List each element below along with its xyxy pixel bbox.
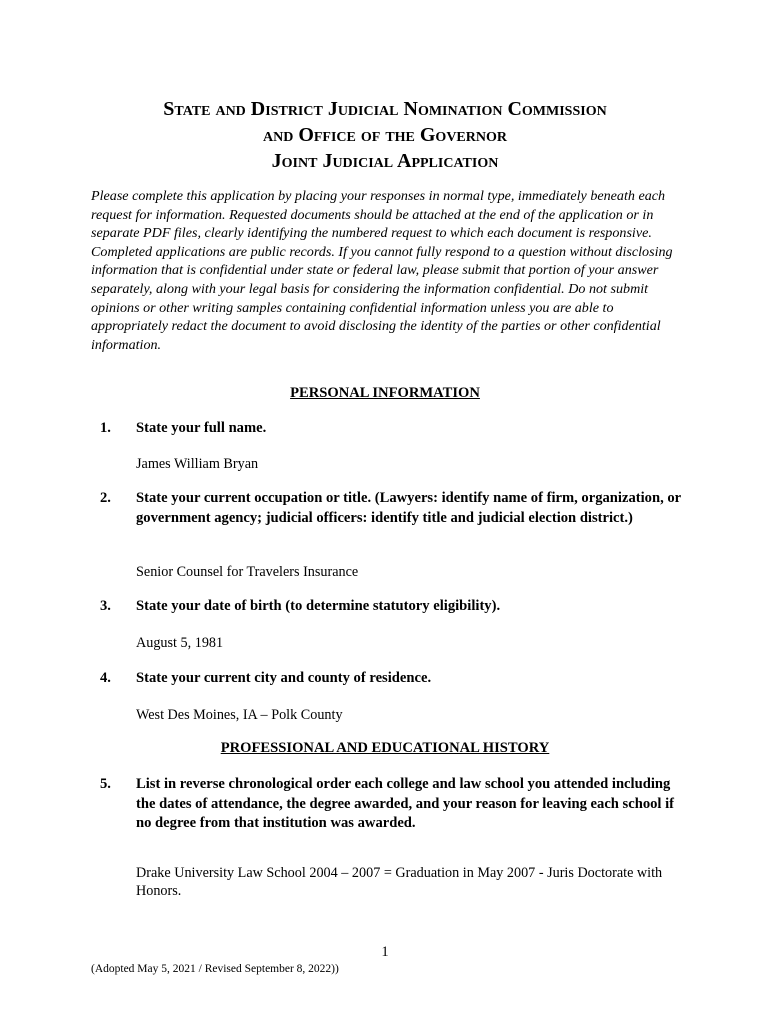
question-text: List in reverse chronological order each college and law school you attended including the dates of attendance, the degree awarded, and your reason for leaving each school if no degree from that institution was awarded. — [136, 776, 675, 831]
answer-2: Senior Counsel for Travelers Insurance — [136, 564, 359, 580]
question-text: State your current occupation or title. (Lawyers: identify name of firm, organization, or government agency; judicial officers: identify title and judicial election district.) — [136, 490, 681, 526]
question-text: State your current city and county of residence. — [136, 670, 432, 686]
title-line-1: State and District Judicial Nomination Commission — [163, 98, 607, 120]
section-heading-professional-history: PROFESSIONAL AND EDUCATIONAL HISTORY — [220, 740, 550, 756]
document-title — [0, 96, 770, 174]
question-text: State your full name. — [136, 420, 267, 436]
footer-revision-note: (Adopted May 5, 2021 / Revised September 8, 2022)) — [91, 963, 339, 975]
question-number: 1. — [100, 420, 111, 436]
answer-4: West Des Moines, IA – Polk County — [136, 707, 343, 723]
title-line-2: and Office of the Governor — [262, 124, 507, 146]
question-number: 2. — [100, 490, 111, 506]
question-number: 4. — [100, 670, 111, 686]
question-number: 5. — [100, 776, 111, 792]
question-text: State your date of birth (to determine statutory eligibility). — [136, 598, 501, 614]
section-heading-personal-information: PERSONAL INFORMATION — [290, 385, 480, 401]
answer-3: August 5, 1981 — [136, 635, 224, 651]
instructions-paragraph: Please complete this application by placing your responses in normal type, immediately beneath each request for information. Requested documents should be attached at the end of the application or in separate PDF files, clearly identifying the numbered request to which each document is responsive. Completed applications are public records. If you cannot fully respond to a question without disclosing information that is confidential under state or federal law, please submit that portion of your answer separately, along with your legal basis for considering the information confidential. Do not submit opinions or other writing samples containing confidential information unless you are able to appropriately redact the document to avoid disclosing the identity of the parties or other confidential information. — [91, 188, 673, 353]
answer-5: Drake University Law School 2004 – 2007 = Graduation in May 2007 - Juris Doctorate with Honors. — [136, 865, 663, 899]
page-number: 1 — [381, 944, 389, 960]
title-line-3: Joint Judicial Application — [271, 150, 499, 172]
answer-1: James William Bryan — [136, 456, 259, 472]
question-number: 3. — [100, 598, 111, 614]
